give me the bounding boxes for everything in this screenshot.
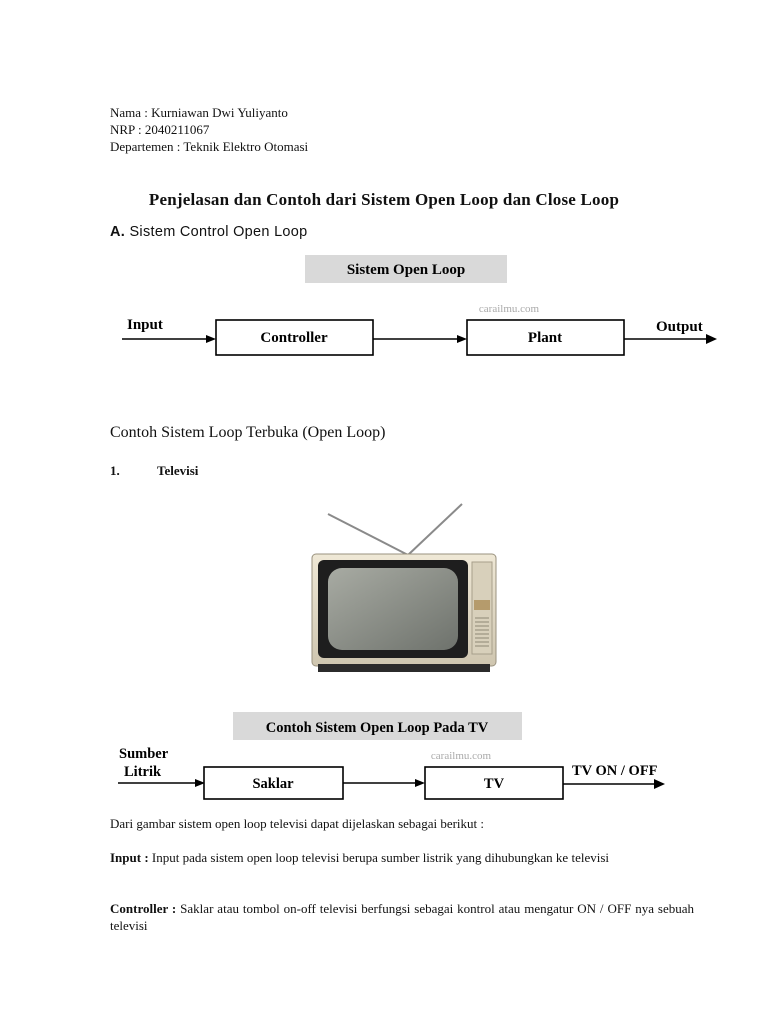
plant-label: Plant [527,330,563,346]
tv-open-loop-diagram [110,708,680,808]
arrow-head-icon [654,779,665,789]
diagram-caption: Sistem Open Loop [346,262,466,278]
input-term: Input : [110,850,149,865]
tv-screen [328,568,458,650]
arrow-head-icon [415,779,425,787]
arrow-head-icon [457,335,467,343]
input-label-line1: Sumber [119,746,169,762]
list-item-label: Televisi [157,463,199,478]
watermark: carailmu.com [430,750,492,762]
controller-paragraph [110,900,694,934]
antenna-right [408,504,462,555]
intro-paragraph: Dari gambar sistem open loop televisi dapat dijelaskan sebagai berikut : [110,816,485,831]
antenna-left [328,514,408,555]
controller-term: Controller : [110,901,177,916]
student-department: Departemen : Teknik Elektro Otomasi [110,139,309,154]
controller-label: Controller [260,330,328,346]
section-a-prefix: A. [110,224,126,240]
input-label-line2: Litrik [124,764,162,780]
open-loop-diagram [110,250,730,370]
student-nrp: NRP : 2040211067 [110,122,210,137]
television-image [300,500,505,680]
controller-description: Saklar atau tombol on-off televisi berfungsi sebagai kontrol atau mengatur ON / OFF nya sebuah televisi [110,901,695,933]
section-a-heading [110,224,308,240]
section-a-label: Sistem Control Open Loop [129,224,308,240]
watermark: carailmu.com [478,303,540,315]
diagram-caption: Contoh Sistem Open Loop Pada TV [265,720,489,736]
student-name: Nama : Kurniawan Dwi Yuliyanto [110,105,288,120]
arrow-head-icon [206,335,216,343]
tv-base [318,664,490,672]
tv-knob [474,600,490,610]
input-paragraph [110,849,694,866]
list-item-number: 1. [110,463,120,478]
arrow-head-icon [706,334,717,344]
document-title: Penjelasan dan Contoh dari Sistem Open Loop dan Close Loop [148,190,620,209]
saklar-label: Saklar [252,776,294,792]
examples-heading: Contoh Sistem Loop Terbuka (Open Loop) [110,424,386,441]
output-label: TV ON / OFF [572,763,658,779]
input-label: Input [127,317,163,333]
input-description: Input pada sistem open loop televisi berupa sumber listrik yang dihubungkan ke televisi [148,850,609,865]
output-label: Output [656,319,703,335]
tv-label: TV [483,776,505,792]
